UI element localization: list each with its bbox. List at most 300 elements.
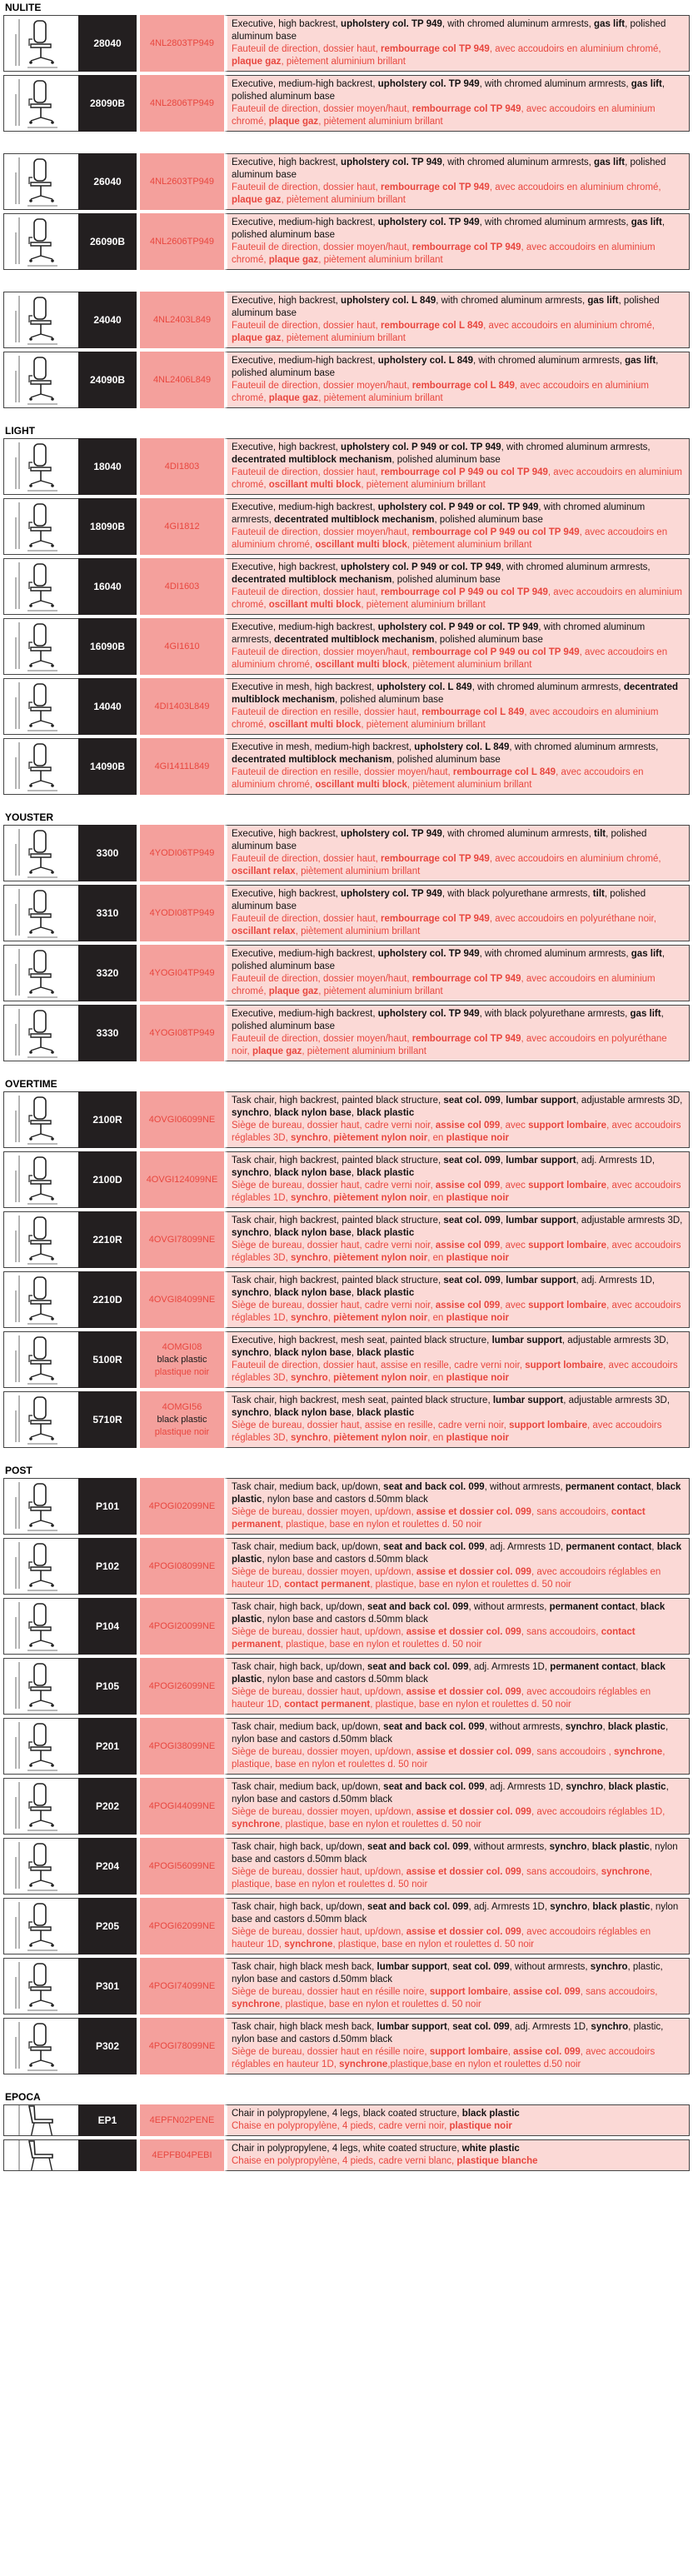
product-description [224, 1391, 690, 1448]
product-description [224, 1091, 690, 1148]
description-english: Executive, medium-high backrest, upholstery col. L 849, with chromed aluminum armrests, gas lift, polished aluminum base [232, 356, 659, 378]
section-title: EPOCA [5, 2091, 41, 2103]
description-french: Siège de bureau, dossier haut, cadre verni noir, assise col 099, avec support lombaire, avec accoudoirs réglables 3D, synchro, piètement nylon noir, en plastique noir [232, 1121, 681, 1143]
description-english: Task chair, high black mesh back, lumbar support, seat col. 099, without armrests, synchro, plastic, nylon base and castors d.50mm black [232, 1962, 663, 1984]
product-row [3, 618, 690, 675]
product-thumbnail [3, 1838, 78, 1895]
description-french: Fauteuil de direction, dossier haut, rembourrage col P 949 ou col TP 949, avec accoudoirs en aluminium chromé, oscillant multi block, piètement aluminium brillant [232, 467, 683, 490]
description-french: Fauteuil de direction, dossier haut, assise en resille, cadre verni noir, support lombaire, avec accoudoirs réglables 3D, synchro, piètement nylon noir, en plastique noir [232, 1360, 678, 1383]
reference-code: 4NL2603TP949 [149, 176, 215, 187]
product-thumbnail [3, 1331, 78, 1388]
product-thumbnail [3, 213, 78, 270]
product-thumbnail [3, 1091, 78, 1148]
reference-code: 4OVGI124099NE [146, 1174, 218, 1185]
product-code: 16040 [78, 558, 137, 615]
description-english: Task chair, high backrest, painted black structure, seat col. 099, lumbar support, adjustable armrests 3D, synchro, black nylon base, black plastic [232, 1216, 683, 1238]
product-row [3, 352, 690, 408]
chair-thumbnail-icon [12, 216, 71, 267]
chair-thumbnail-icon [12, 1334, 71, 1385]
product-code: P302 [78, 2018, 137, 2074]
product-row [3, 678, 690, 735]
chair-thumbnail-icon [12, 156, 71, 207]
product-reference [137, 1598, 224, 1655]
chair-thumbnail-icon [12, 1214, 71, 1266]
product-description [224, 1271, 690, 1328]
description-english: Task chair, medium back, up/down, seat and back col. 099, adj. Armrests 1D, permanent contact, black plastic, nylon base and castors d.50mm black [232, 1542, 682, 1565]
product-thumbnail [3, 1718, 78, 1775]
reference-code: 4YOGI04TP949 [149, 967, 215, 978]
product-reference [137, 1838, 224, 1895]
chair-thumbnail-icon [12, 2139, 71, 2171]
product-thumbnail [3, 945, 78, 1001]
product-code: 24090B [78, 352, 137, 408]
product-reference [137, 438, 224, 495]
description-english: Chair in polypropylene, 4 legs, white coated structure, white plastic [232, 2144, 520, 2154]
product-row [3, 1005, 690, 1061]
description-english: Executive, high backrest, mesh seat, painted black structure, lumbar support, adjustable armrests 3D, synchro, black nylon base, black plastic [232, 1335, 669, 1358]
chair-thumbnail-icon [12, 1720, 71, 1772]
product-code: 2100D [78, 1151, 137, 1208]
product-code: 2100R [78, 1091, 137, 1148]
product-reference [137, 1391, 224, 1448]
product-description [224, 1838, 690, 1895]
product-thumbnail [3, 1211, 78, 1268]
reference-code: 4GI1411L849 [154, 761, 210, 771]
product-row [3, 1271, 690, 1328]
product-row [3, 1958, 690, 2014]
product-row [3, 75, 690, 132]
product-reference [137, 292, 224, 348]
description-english: Task chair, medium back, up/down, seat and back col. 099, without armrests, synchro, black plastic, nylon base and castors d.50mm black [232, 1722, 669, 1745]
chair-thumbnail-icon [12, 947, 71, 999]
product-reference [137, 213, 224, 270]
product-thumbnail [3, 825, 78, 881]
product-row [3, 1538, 690, 1595]
chair-thumbnail-icon [12, 1274, 71, 1325]
product-reference [137, 825, 224, 881]
product-thumbnail [3, 1958, 78, 2014]
description-english: Executive, high backrest, upholstery col. P 949 or col. TP 949, with chromed aluminum armrests, decentrated multiblock mechanism, polished aluminum base [232, 442, 651, 465]
product-code: 14090B [78, 738, 137, 795]
product-reference [137, 1898, 224, 1954]
reference-code: 4EPFN02PENE [149, 2114, 215, 2125]
product-row [3, 558, 690, 615]
description-english: Executive, medium-high backrest, upholstery col. TP 949, with black polyurethane armrests, gas lift, polished aluminum base [232, 1009, 664, 1031]
product-description [224, 1898, 690, 1954]
product-thumbnail [3, 2104, 78, 2136]
product-reference [137, 1538, 224, 1595]
product-thumbnail [3, 1778, 78, 1835]
reference-code: 4NL2803TP949 [149, 37, 215, 48]
product-row [3, 1091, 690, 1148]
chair-thumbnail-icon [12, 1900, 71, 1952]
product-thumbnail [3, 75, 78, 132]
reference-code: 4POGI02099NE [148, 1500, 216, 1511]
product-row [3, 1718, 690, 1775]
chair-thumbnail-icon [12, 1094, 71, 1146]
product-description [224, 1778, 690, 1835]
product-catalog [3, 0, 690, 2186]
reference-code: 4NL2403L849 [152, 314, 212, 325]
description-french: Fauteuil de direction, dossier moyen/haut, rembourrage col P 949 ou col TP 949, avec accoudoirs en aluminium chromé, oscillant multi block, piètement aluminium brillant [232, 647, 668, 670]
product-description [224, 1598, 690, 1655]
product-reference [137, 1271, 224, 1328]
product-thumbnail [3, 1391, 78, 1448]
product-row [3, 1598, 690, 1655]
product-code: 28040 [78, 15, 137, 72]
description-english: Executive, medium-high backrest, upholstery col. TP 949, with chromed aluminum armrests, gas lift, polished aluminum base [232, 949, 666, 971]
description-english: Task chair, high back, up/down, seat and back col. 099, without armrests, synchro, black plastic, nylon base and castors d.50mm black [232, 1842, 678, 1865]
product-description [224, 618, 690, 675]
product-row [3, 213, 690, 270]
product-row [3, 1391, 690, 1448]
product-description [224, 738, 690, 795]
product-reference [137, 1718, 224, 1775]
description-english: Executive, high backrest, upholstery col. TP 949, with black polyurethane armrests, tilt, polished aluminum base [232, 889, 646, 911]
product-reference [137, 738, 224, 795]
group-spacer [3, 135, 690, 153]
product-code: 26040 [78, 153, 137, 210]
reference-code: 4NL2606TP949 [149, 236, 215, 247]
product-thumbnail [3, 1658, 78, 1715]
product-description [224, 498, 690, 555]
description-french: Siège de bureau, dossier moyen, up/down, assise et dossier col. 099, avec accoudoirs réglables en hauteur 1D, contact permanent, plastique, base en nylon et roulettes d. 50 noir [232, 1567, 661, 1590]
reference-code: 4POGI44099NE [148, 1800, 216, 1811]
product-reference [137, 1478, 224, 1535]
product-code: 5100R [78, 1331, 137, 1388]
product-code: 14040 [78, 678, 137, 735]
product-code: P101 [78, 1478, 137, 1535]
product-reference [137, 618, 224, 675]
description-english: Task chair, high backrest, painted black structure, seat col. 099, lumbar support, adj. Armrests 1D, synchro, black nylon base, black plastic [232, 1156, 656, 1178]
product-row [3, 1658, 690, 1715]
product-description [224, 885, 690, 941]
chair-thumbnail-icon [12, 2020, 71, 2072]
product-description [224, 438, 690, 495]
product-code: P102 [78, 1538, 137, 1595]
product-code: 16090B [78, 618, 137, 675]
product-description [224, 1211, 690, 1268]
description-french: Chaise en polypropylène, 4 pieds, cadre verni blanc, plastique blanche [232, 2156, 538, 2166]
reference-code: 4DI1603 [164, 581, 200, 592]
product-description [224, 153, 690, 210]
section-spacer [3, 1065, 690, 1076]
product-code: 18090B [78, 498, 137, 555]
product-code: 5710R [78, 1391, 137, 1448]
reference-code: 4YODI08TP949 [149, 907, 215, 918]
product-description [224, 1331, 690, 1388]
description-english: Task chair, high black mesh back, lumbar support, seat col. 099, adj. Armrests 1D, synchro, plastic, nylon base and castors d.50mm black [232, 2022, 664, 2044]
section-title: YOUSTER [5, 811, 54, 823]
product-row [3, 498, 690, 555]
product-thumbnail [3, 438, 78, 495]
product-thumbnail [3, 1151, 78, 1208]
product-description [224, 825, 690, 881]
product-code: 28090B [78, 75, 137, 132]
reference-code: 4YODI06TP949 [149, 847, 215, 858]
product-description [224, 1005, 690, 1061]
product-description [224, 213, 690, 270]
description-english: Executive, high backrest, upholstery col. L 849, with chromed aluminum armrests, gas lift, polished aluminum base [232, 296, 660, 318]
reference-code: 4OVGI78099NE [148, 1234, 216, 1245]
description-french: Fauteuil de direction, dossier moyen/haut, rembourrage col TP 949, avec accoudoirs en aluminium chromé, plaque gaz, piètement aluminium brillant [232, 242, 656, 265]
product-thumbnail [3, 1478, 78, 1535]
description-french: Fauteuil de direction, dossier moyen/haut, rembourrage col TP 949, avec accoudoirs en polyuréthane noir, plaque gaz, piètement aluminium brillant [232, 1034, 667, 1056]
description-english: Executive, high backrest, upholstery col. TP 949, with chromed aluminum armrests, tilt, polished aluminum base [232, 829, 647, 851]
chair-thumbnail-icon [12, 1480, 71, 1532]
description-english: Task chair, medium back, up/down, seat and back col. 099, adj. Armrests 1D, synchro, black plastic, nylon base and castors d.50mm black [232, 1782, 669, 1805]
product-row [3, 1838, 690, 1895]
product-code [78, 2139, 137, 2171]
product-row [3, 292, 690, 348]
description-french: Siège de bureau, dossier haut en résille noire, support lombaire, assise col. 099, sans accoudoirs, synchrone, plastique, base en nylon et roulettes d. 50 noir [232, 1987, 658, 2009]
product-description [224, 2018, 690, 2074]
product-description [224, 678, 690, 735]
chair-thumbnail-icon [12, 1600, 71, 1652]
reference-code: 4YOGI08TP949 [149, 1027, 215, 1038]
product-code: P301 [78, 1958, 137, 2014]
product-code: EP1 [78, 2104, 137, 2136]
product-row [3, 1211, 690, 1268]
product-reference [137, 2104, 224, 2136]
product-reference [137, 2139, 224, 2171]
product-description [224, 352, 690, 408]
description-english: Executive, high backrest, upholstery col. TP 949, with chromed aluminum armrests, gas lift, polished aluminum base [232, 157, 666, 180]
reference-code: 4POGI38099NE [148, 1740, 216, 1751]
product-description [224, 1538, 690, 1595]
section-spacer [3, 1451, 690, 1463]
product-description [224, 1718, 690, 1775]
chair-thumbnail-icon [12, 354, 71, 406]
product-thumbnail [3, 1271, 78, 1328]
product-reference [137, 678, 224, 735]
description-french: Siège de bureau, dossier haut, cadre verni noir, assise col 099, avec support lombaire, avec accoudoirs réglables 1D, synchro, piètement nylon noir, en plastique noir [232, 1300, 681, 1323]
reference-note-fr: plastique noir [154, 1366, 210, 1377]
product-code: 18040 [78, 438, 137, 495]
product-reference [137, 352, 224, 408]
product-code: 3300 [78, 825, 137, 881]
product-row [3, 1151, 690, 1208]
description-english: Task chair, high backrest, painted black structure, seat col. 099, lumbar support, adjustable armrests 3D, synchro, black nylon base, black plastic [232, 1096, 683, 1118]
product-reference [137, 945, 224, 1001]
product-code: 3310 [78, 885, 137, 941]
section-spacer [3, 2078, 690, 2089]
product-reference [137, 498, 224, 555]
product-row [3, 1331, 690, 1388]
reference-code: 4EPFB04PEBI [152, 2149, 212, 2160]
product-code: P204 [78, 1838, 137, 1895]
product-row [3, 2104, 690, 2136]
chair-thumbnail-icon [12, 1840, 71, 1892]
product-reference [137, 1151, 224, 1208]
product-reference [137, 1958, 224, 2014]
product-description [224, 945, 690, 1001]
product-reference [137, 1005, 224, 1061]
description-french: Siège de bureau, dossier haut, cadre verni noir, assise col 099, avec support lombaire, avec accoudoirs réglables 3D, synchro, piètement nylon noir, en plastique noir [232, 1241, 681, 1263]
product-row [3, 1778, 690, 1835]
description-english: Executive, medium-high backrest, upholstery col. P 949 or col. TP 949, with chromed aluminum armrests, decentrated multiblock mechanism, polished aluminum base [232, 502, 646, 525]
description-english: Task chair, high backrest, mesh seat, painted black structure, lumbar support, adjustable armrests 3D, synchro, black nylon base, black plastic [232, 1395, 671, 1418]
product-code: 3330 [78, 1005, 137, 1061]
reference-code: 4GI1812 [164, 521, 200, 532]
reference-code: 4OMGI56 [162, 1401, 202, 1412]
description-french: Chaise en polypropylène, 4 pieds, cadre verni noir, plastique noir [232, 2121, 512, 2131]
reference-code: 4DI1803 [164, 461, 200, 472]
description-french: Fauteuil de direction, dossier moyen/haut, rembourrage col P 949 ou col TP 949, avec accoudoirs en aluminium chromé, oscillant multi block, piètement aluminium brillant [232, 527, 668, 550]
chair-thumbnail-icon [12, 77, 71, 129]
description-english: Executive in mesh, medium-high backrest, upholstery col. L 849, with chromed aluminum armrests, decentrated multiblock mechanism, polished aluminum base [232, 742, 659, 765]
description-french: Fauteuil de direction, dossier moyen/haut, rembourrage col TP 949, avec accoudoirs en aluminium chromé, plaque gaz, piètement aluminium brillant [232, 104, 656, 127]
product-code: P201 [78, 1718, 137, 1775]
product-row [3, 738, 690, 795]
product-description [224, 558, 690, 615]
product-reference [137, 75, 224, 132]
reference-code: 4POGI20099NE [148, 1620, 216, 1631]
reference-code: 4POGI08099NE [148, 1560, 216, 1571]
product-row [3, 153, 690, 210]
chair-thumbnail-icon [12, 2104, 71, 2136]
chair-thumbnail-icon [12, 1660, 71, 1712]
reference-code: 4OVGI06099NE [148, 1114, 216, 1125]
product-thumbnail [3, 498, 78, 555]
description-english: Task chair, high back, up/down, seat and back col. 099, adj. Armrests 1D, synchro, black plastic, nylon base and castors d.50mm black [232, 1902, 679, 1925]
product-thumbnail [3, 352, 78, 408]
chair-thumbnail-icon [12, 741, 71, 792]
description-french: Siège de bureau, dossier haut, up/down, assise et dossier col. 099, sans accoudoirs, synchrone, plastique, base en nylon et roulettes d. 50 noir [232, 1867, 653, 1890]
section-title: POST [5, 1465, 32, 1476]
product-description [224, 1958, 690, 2014]
chair-thumbnail-icon [12, 441, 71, 492]
chair-thumbnail-icon [12, 621, 71, 672]
product-code: P202 [78, 1778, 137, 1835]
product-row [3, 438, 690, 495]
chair-thumbnail-icon [12, 501, 71, 552]
product-reference [137, 15, 224, 72]
product-row [3, 1898, 690, 1954]
description-english: Executive, medium-high backrest, upholstery col. TP 949, with chromed aluminum armrests, gas lift, polished aluminum base [232, 217, 666, 240]
chair-thumbnail-icon [12, 1960, 71, 2012]
product-row [3, 2018, 690, 2074]
product-code: 2210D [78, 1271, 137, 1328]
description-french: Siège de bureau, dossier haut, cadre verni noir, assise col 099, avec support lombaire, avec accoudoirs réglables 1D, synchro, piètement nylon noir, en plastique noir [232, 1181, 681, 1203]
section-title: NULITE [5, 2, 42, 13]
product-reference [137, 885, 224, 941]
product-row [3, 2139, 690, 2171]
section-title: LIGHT [5, 425, 35, 437]
product-thumbnail [3, 1598, 78, 1655]
chair-thumbnail-icon [12, 561, 71, 612]
section-title: OVERTIME [5, 1078, 57, 1090]
product-reference [137, 1658, 224, 1715]
product-description [224, 2104, 690, 2136]
chair-thumbnail-icon [12, 17, 71, 69]
product-row [3, 15, 690, 72]
reference-note-en: black plastic [157, 1414, 207, 1425]
product-code: P104 [78, 1598, 137, 1655]
description-french: Fauteuil de direction, dossier haut, rembourrage col TP 949, avec accoudoirs en aluminium chromé, plaque gaz, piètement aluminium brillant [232, 44, 661, 67]
product-code: 2210R [78, 1211, 137, 1268]
product-code: P105 [78, 1658, 137, 1715]
section-spacer [3, 798, 690, 810]
chair-thumbnail-icon [12, 1007, 71, 1059]
product-row [3, 945, 690, 1001]
product-row [3, 1478, 690, 1535]
product-code: 3320 [78, 945, 137, 1001]
product-thumbnail [3, 1005, 78, 1061]
chair-thumbnail-icon [12, 887, 71, 939]
section-spacer [3, 2174, 690, 2186]
product-code: P205 [78, 1898, 137, 1954]
product-thumbnail [3, 15, 78, 72]
product-reference [137, 153, 224, 210]
product-reference [137, 1091, 224, 1148]
description-english: Executive, medium-high backrest, upholstery col. P 949 or col. TP 949, with chromed aluminum armrests, decentrated multiblock mechanism, polished aluminum base [232, 622, 646, 645]
description-french: Siège de bureau, dossier haut, up/down, assise et dossier col. 099, sans accoudoirs, contact permanent, plastique, base en nylon et roulettes d. 50 noir [232, 1627, 636, 1650]
reference-note-fr: plastique noir [154, 1426, 210, 1437]
description-french: Siège de bureau, dossier moyen, up/down, assise et dossier col. 099, sans accoudoirs, contact permanent, plastique, base en nylon et roulettes d. 50 noir [232, 1507, 646, 1530]
product-thumbnail [3, 885, 78, 941]
reference-code: 4NL2406L849 [152, 374, 212, 385]
description-french: Fauteuil de direction, dossier haut, rembourrage col P 949 ou col TP 949, avec accoudoirs en aluminium chromé, oscillant multi block, piètement aluminium brillant [232, 587, 683, 610]
product-thumbnail [3, 2018, 78, 2074]
description-french: Siège de bureau, dossier haut, up/down, assise et dossier col. 099, avec accoudoirs réglables en hauteur 1D, contact permanent, plastique, base en nylon et roulettes d. 50 noir [232, 1687, 651, 1710]
description-english: Task chair, high back, up/down, seat and back col. 099, adj. Armrests 1D, permanent contact, black plastic, nylon base and castors d.50mm black [232, 1662, 666, 1685]
description-french: Fauteuil de direction en resille, dossier moyen/haut, rembourrage col L 849, avec accoudoirs en aluminium chromé, oscillant multi block, piètement aluminium brillant [232, 767, 644, 790]
reference-code: 4POGI62099NE [148, 1920, 216, 1931]
product-thumbnail [3, 1898, 78, 1954]
reference-code: 4OMGI08 [162, 1341, 202, 1352]
product-thumbnail [3, 153, 78, 210]
reference-code: 4NL2806TP949 [149, 97, 215, 108]
reference-code: 4POGI56099NE [148, 1860, 216, 1871]
description-english: Executive in mesh, high backrest, upholstery col. L 849, with chromed aluminum armrests, decentrated multiblock mechanism, polished aluminum base [232, 682, 679, 705]
reference-code: 4POGI26099NE [148, 1680, 216, 1691]
group-spacer [3, 273, 690, 292]
reference-code: 4POGI78099NE [148, 2040, 216, 2051]
description-french: Siège de bureau, dossier moyen, up/down, assise et dossier col. 099, sans accoudoirs , synchrone, plastique, base en nylon et roulettes d. 50 noir [232, 1747, 666, 1770]
chair-thumbnail-icon [12, 681, 71, 732]
product-thumbnail [3, 618, 78, 675]
reference-code: 4OVGI84099NE [148, 1294, 216, 1305]
description-french: Fauteuil de direction, dossier haut, rembourrage col L 849, avec accoudoirs en aluminium chromé, plaque gaz, piètement aluminium brillant [232, 321, 655, 343]
description-french: Fauteuil de direction, dossier moyen/haut, rembourrage col L 849, avec accoudoirs en aluminium chromé, plaque gaz, piètement aluminium brillant [232, 381, 649, 403]
description-french: Fauteuil de direction, dossier haut, rembourrage col TP 949, avec accoudoirs en aluminium chromé, oscillant relax, piètement aluminium brillant [232, 854, 661, 876]
description-french: Fauteuil de direction, dossier haut, rembourrage col TP 949, avec accoudoirs en polyuréthane noir, oscillant relax, piètement aluminium brillant [232, 914, 656, 936]
description-french: Fauteuil de direction en resille, dossier haut, rembourrage col L 849, avec accoudoirs en aluminium chromé, oscillant multi block, piètement aluminium brillant [232, 707, 659, 730]
product-reference [137, 2018, 224, 2074]
description-english: Chair in polypropylene, 4 legs, black coated structure, black plastic [232, 2109, 520, 2119]
product-code: 24040 [78, 292, 137, 348]
product-thumbnail [3, 558, 78, 615]
product-thumbnail [3, 678, 78, 735]
chair-thumbnail-icon [12, 294, 71, 346]
chair-thumbnail-icon [12, 1154, 71, 1206]
description-english: Executive, high backrest, upholstery col. P 949 or col. TP 949, with chromed aluminum armrests, decentrated multiblock mechanism, polished aluminum base [232, 562, 651, 585]
description-french: Siège de bureau, dossier haut, assise en resille, cadre verni noir, support lombaire, avec accoudoirs réglables 3D, synchro, piètement nylon noir, en plastique noir [232, 1420, 662, 1443]
description-french: Siège de bureau, dossier moyen, up/down, assise et dossier col. 099, avec accoudoirs réglables 1D, synchrone, plastique, base en nylon et roulettes d. 50 noir [232, 1807, 666, 1830]
product-thumbnail [3, 2139, 78, 2171]
description-french: Siège de bureau, dossier haut, up/down, assise et dossier col. 099, avec accoudoirs réglables en hauteur 1D, synchrone, plastique, base en nylon et roulettes d. 50 noir [232, 1927, 651, 1949]
product-row [3, 825, 690, 881]
description-english: Executive, medium-high backrest, upholstery col. TP 949, with chromed aluminum armrests, gas lift, polished aluminum base [232, 79, 666, 102]
product-reference [137, 1778, 224, 1835]
description-english: Executive, high backrest, upholstery col. TP 949, with chromed aluminum armrests, gas lift, polished aluminum base [232, 19, 666, 42]
chair-thumbnail-icon [12, 1780, 71, 1832]
section-spacer [3, 412, 690, 423]
description-english: Task chair, high backrest, painted black structure, seat col. 099, lumbar support, adj. Armrests 1D, synchro, black nylon base, black plastic [232, 1276, 656, 1298]
product-description [224, 1151, 690, 1208]
chair-thumbnail-icon [12, 827, 71, 879]
